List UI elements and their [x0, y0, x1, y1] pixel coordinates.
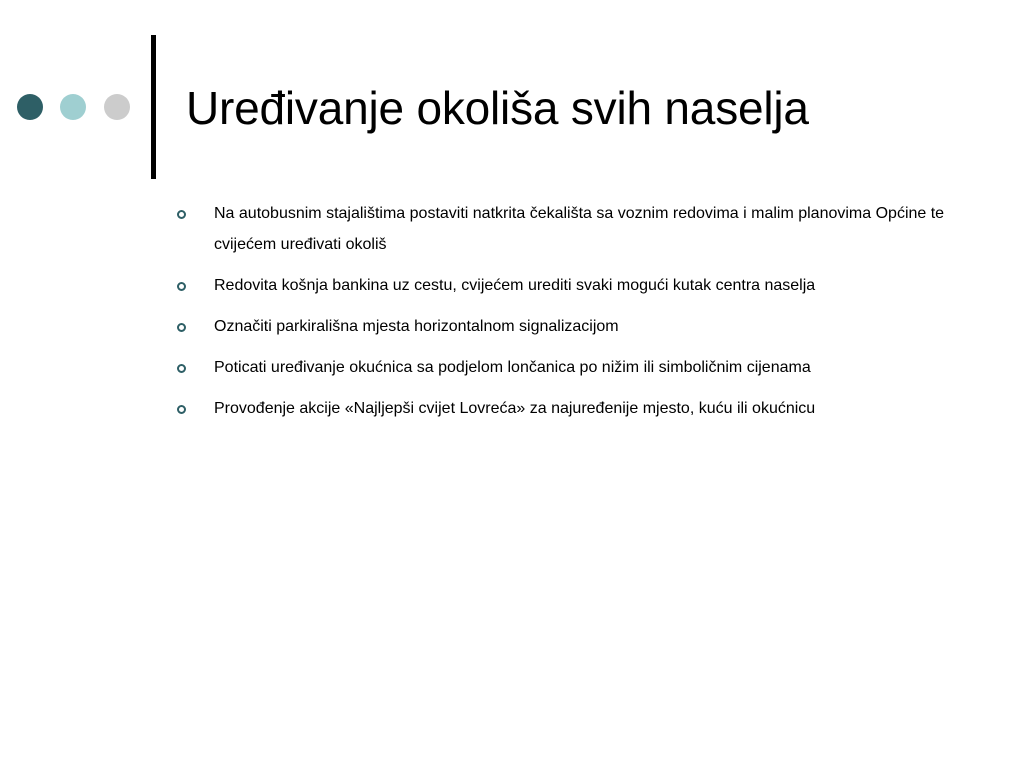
bullet-item — [176, 311, 976, 342]
bullet-circle-icon — [177, 364, 186, 373]
bullet-item — [176, 198, 976, 260]
bullet-text: Na autobusnim stajalištima postaviti natkrita čekališta sa voznim redovima i malim planovima Općine te cvijećem uređivati okoliš — [214, 205, 945, 253]
bullet-circle-icon — [177, 323, 186, 332]
bullet-circle-icon — [177, 282, 186, 291]
bullet-text: Poticati uređivanje okućnica sa podjelom lončanica po nižim ili simboličnim cijenama — [214, 359, 811, 376]
bullet-item — [176, 393, 976, 424]
title-divider — [151, 35, 156, 179]
bullet-text: Provođenje akcije «Najljepši cvijet Lovreća» za najuređenije mjesto, kuću ili okućnicu — [214, 400, 816, 417]
slide-title: Uređivanje okoliša svih naselja — [186, 82, 809, 134]
decor-dot-gray — [104, 94, 130, 120]
decor-dot-teal — [17, 94, 43, 120]
bullet-circle-icon — [177, 405, 186, 414]
bullet-text: Redovita košnja bankina uz cestu, cvijećem urediti svaki mogući kutak centra naselja — [214, 277, 816, 294]
bullet-item — [176, 270, 976, 301]
bullet-circle-icon — [177, 210, 186, 219]
bullet-list — [176, 198, 976, 434]
bullet-text: Označiti parkirališna mjesta horizontalnom signalizacijom — [214, 318, 619, 335]
decor-dot-light-blue — [60, 94, 86, 120]
bullet-item — [176, 352, 976, 383]
